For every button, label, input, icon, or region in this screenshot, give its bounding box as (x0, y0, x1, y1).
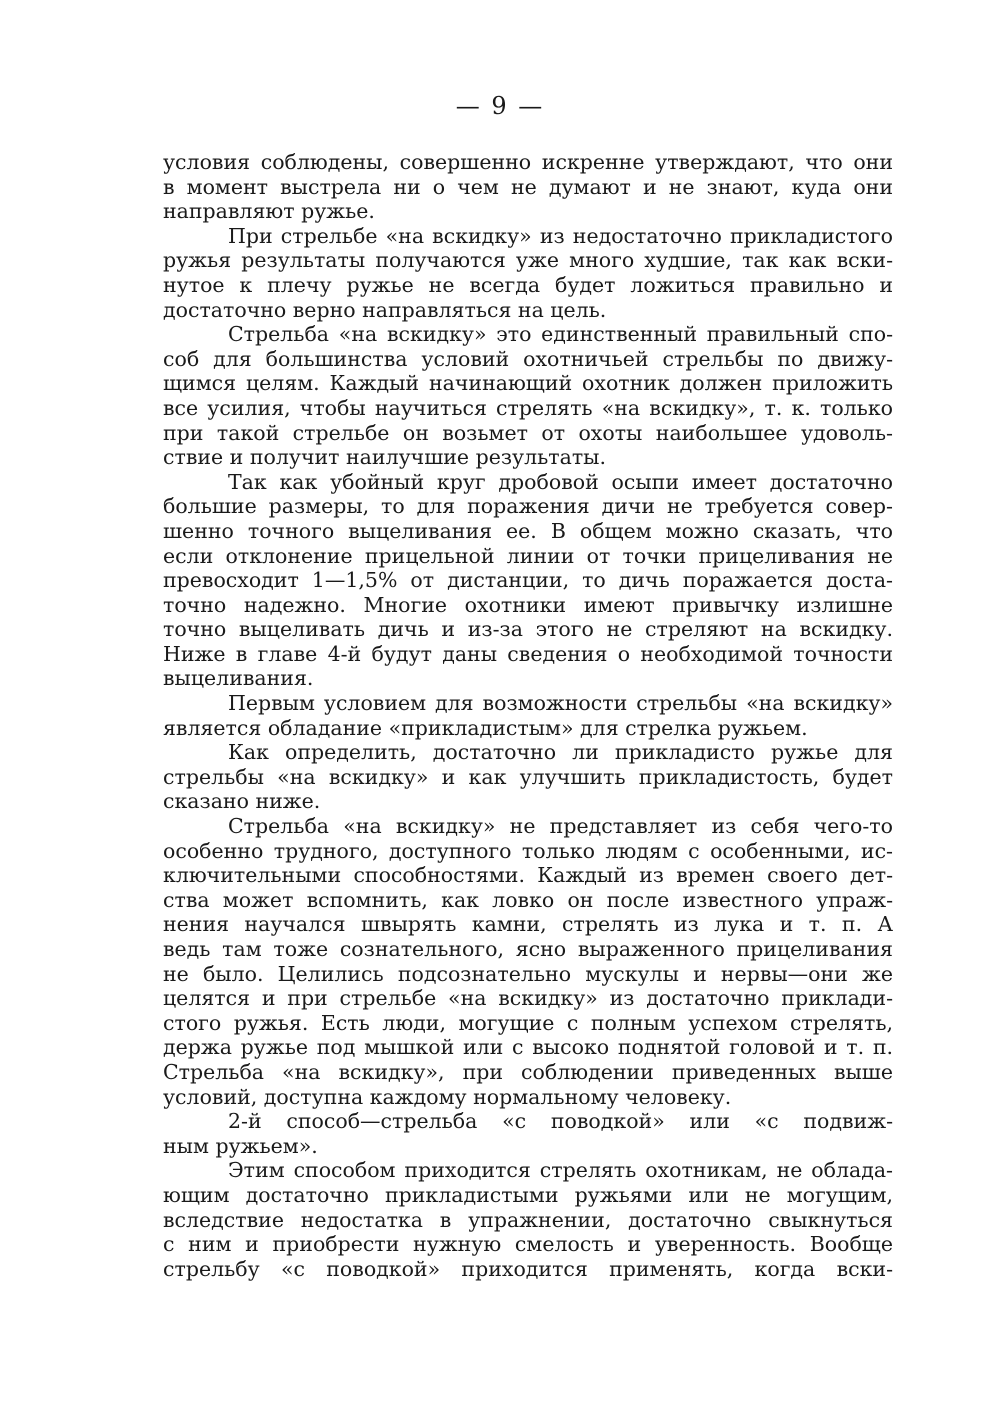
text-line: направляют ружье. (163, 199, 375, 224)
text-line: стрельбы «на вскидку» и как улучшить прикладистость, будет (163, 764, 893, 789)
page-number: — 9 — (455, 92, 545, 120)
text-line: не было. Целились подсознательно мускулы и нервы—они же (163, 961, 893, 986)
text-line: Стрельба «на вскидку» не представляет из себя чего-то (228, 814, 893, 839)
text-line: в момент выстрела ни о чем не думают и не знают, куда они (163, 174, 893, 199)
text-line: является обладание «прикладистым» для стрелка ружьем. (163, 715, 808, 740)
text-line: ющим достаточно прикладистыми ружьями или не могущим, (163, 1182, 893, 1207)
text-line: ружья результаты получаются уже много худшие, так как вски- (163, 248, 893, 273)
text-line: Стрельба «на вскидку» это единственный правильный спо- (228, 322, 893, 347)
text-line: условия соблюдены, совершенно искренне утверждают, что они (163, 150, 893, 174)
text-line: шенно точного выцеливания ее. В общем можно сказать, что (163, 518, 893, 543)
text-line: щимся целям. Каждый начинающий охотник должен приложить (163, 371, 893, 396)
text-line: Этим способом приходится стрелять охотникам, не облада- (228, 1158, 893, 1183)
text-line: целятся и при стрельбе «на вскидку» из достаточно приклади- (163, 986, 893, 1011)
text-line: нения научался швырять камни, стрелять из лука и т. п. А (163, 912, 893, 937)
text-line: ведь там тоже сознательного, ясно выраженного прицеливания (163, 937, 893, 961)
text-line: Первым условием для возможности стрельбы «на вскидку» (228, 691, 893, 716)
text-line: нутое к плечу ружье не всегда будет ложиться правильно и (163, 272, 893, 297)
text-line: держа ружье под мышкой или с высоко поднятой головой и т. п. (163, 1035, 893, 1060)
text-line: достаточно верно направляться на цель. (163, 297, 607, 322)
text-line: стого ружья. Есть люди, могущие с полным успехом стрелять, (163, 1010, 893, 1035)
text-line: с ним и приобрести нужную смелость и уверенность. Вообще (163, 1232, 893, 1257)
text-line: ным ружьем». (163, 1133, 318, 1158)
text-line: ства может вспомнить, как ловко он после известного упраж- (163, 887, 893, 912)
text-line: Так как убойный круг дробовой осыпи имеет достаточно (228, 469, 893, 494)
text-line: ключительными способностями. Каждый из времен своего дет- (163, 863, 893, 888)
text-line: сказано ниже. (163, 789, 321, 814)
text-line: превосходит 1—1,5% от дистанции, то дичь поражается доста- (163, 568, 893, 593)
text-line: стрельбу «с поводкой» приходится применять, когда вски- (163, 1256, 893, 1281)
text-line: ствие и получит наилучшие результаты. (163, 445, 606, 470)
text-line: если отклонение прицельной линии от точки прицеливания не (163, 543, 893, 568)
text-line: вследствие недостатка в упражнении, достаточно свыкнуться (163, 1207, 893, 1232)
text-line: Как определить, достаточно ли прикладисто ружье для (228, 740, 893, 765)
text-line: большие размеры, то для поражения дичи не требуется совер- (163, 494, 893, 519)
text-line: особенно трудного, доступного только людям с особенными, ис- (163, 838, 893, 863)
text-line: соб для большинства условий охотничьей стрельбы по движу- (163, 346, 893, 371)
text-line: выцеливания. (163, 666, 314, 691)
body-text (163, 150, 893, 1281)
text-line: условий, доступна каждому нормальному человеку. (163, 1084, 732, 1109)
text-line: точно надежно. Многие охотники имеют привычку излишне (163, 592, 893, 617)
text-line: При стрельбе «на вскидку» из недостаточно прикладистого (228, 223, 893, 248)
text-line: все усилия, чтобы научиться стрелять «на вскидку», т. к. только (163, 395, 893, 420)
text-line: Ниже в главе 4-й будут даны сведения о необходимой точности (163, 641, 893, 666)
text-line: Стрельба «на вскидку», при соблюдении приведенных выше (163, 1059, 893, 1084)
text-line: при такой стрельбе он возьмет от охоты наибольшее удоволь- (163, 420, 893, 445)
text-line: точно выцеливать дичь и из-за этого не стреляют на вскидку. (163, 617, 893, 642)
text-line: 2-й способ—стрельба «с поводкой» или «с подвиж- (228, 1109, 893, 1134)
